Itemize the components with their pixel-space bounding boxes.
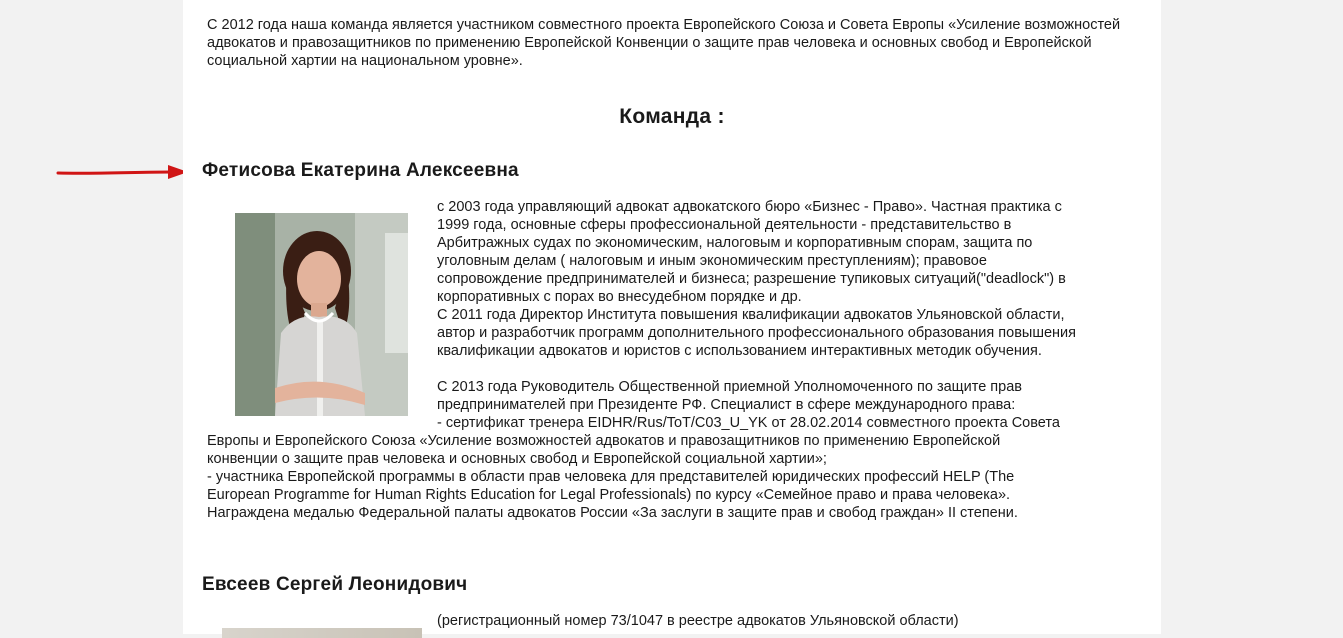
bio-line: С 2013 года Руководитель Общественной приемной Уполномоченного по защите прав	[437, 379, 1022, 395]
paragraph-gap	[207, 360, 1137, 378]
bio-line: Арбитражных судах по экономическим, налоговым и корпоративным спорам, защита по	[437, 235, 1033, 251]
member-photo	[222, 628, 422, 638]
member-name: Евсеев Сергей Леонидович	[202, 574, 468, 595]
bio-line: Европы и Европейского Союза «Усиление возможностей адвокатов и правозащитников по применению Европейской	[207, 433, 1001, 449]
bio-line: С 2011 года Директор Института повышения квалификации адвокатов Ульяновской области,	[437, 307, 1065, 323]
bio-line: 1999 года, основные сферы профессиональной деятельности - представительство в	[437, 217, 1012, 233]
bio-line: Награждена медалью Федеральной палаты адвокатов России «За заслуги в защите прав и свобод граждан» II степени.	[207, 505, 1018, 521]
bio-line: конвенции о защите прав человека и основных свобод и Европейской социальной хартии»;	[207, 451, 827, 467]
member-name: Фетисова Екатерина Алексеевна	[202, 160, 519, 181]
intro-paragraph: С 2012 года наша команда является участником совместного проекта Европейского Союза и Совета Европы «Усиление возможностей адвокатов и правозащитников по применению Европейской Конвенции о защите прав человека и основных свобод и Европейской социальной хартии на национальном уровне».	[207, 17, 1121, 69]
member-bio	[207, 198, 1137, 522]
bio-line: корпоративных с порах во внесудебном порядке и др.	[437, 289, 802, 305]
bio-line: квалификации адвокатов и юристов с использованием интерактивных методик обучения.	[437, 343, 1042, 359]
bio-line: European Programme for Human Rights Education for Legal Professionals) по курсу «Семейное право и права человека».	[207, 487, 1011, 503]
red-arrow-annotation	[56, 162, 190, 182]
bio-line: предпринимателей при Президенте РФ. Специалист в сфере международного права:	[437, 397, 1016, 413]
section-title: Команда :	[619, 105, 725, 128]
member-bio-first-line: (регистрационный номер 73/1047 в реестре адвокатов Ульяновской области)	[437, 613, 959, 629]
bio-line: с 2003 года управляющий адвокат адвокатского бюро «Бизнес - Право». Частная практика с	[437, 199, 1062, 215]
bio-line: уголовным делам ( налоговым и иным экономическим преступлениям); правовое	[437, 253, 987, 269]
content-page	[183, 0, 1161, 634]
bio-line: - сертификат тренера EIDHR/Rus/ToT/C03_U_YK от 28.02.2014 совместного проекта Совета	[437, 415, 1060, 431]
bio-line: - участника Европейской программы в области прав человека для представителей юридических профессий HELP (The	[207, 469, 1015, 485]
bio-line: автор и разработчик программ дополнительного профессионального образования повышения	[437, 325, 1076, 341]
bio-line: сопровождение предпринимателей и бизнеса; разрешение тупиковых ситуаций("deadlock") в	[437, 271, 1066, 287]
